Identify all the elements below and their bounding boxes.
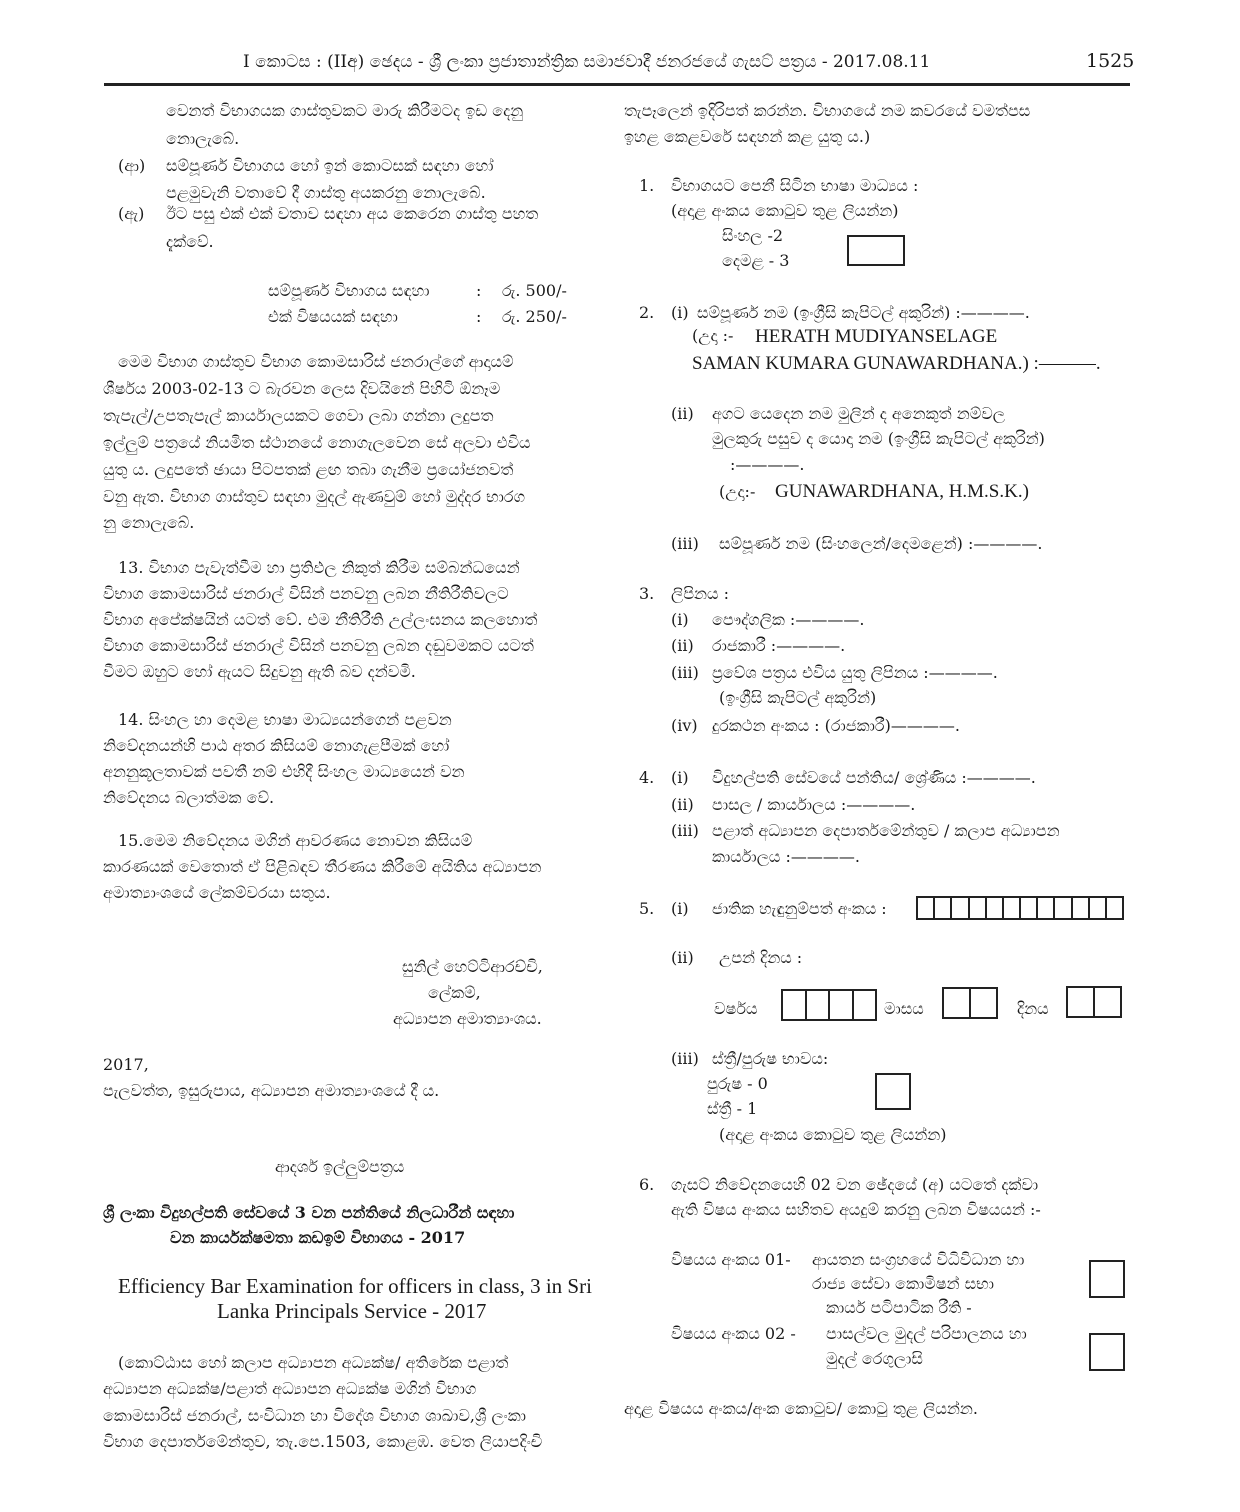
- left-p1-line1: වෙනත් විභාගයක ගාස්තුවකට මාරු කිරීමටද ඉඩ දෙනු: [166, 101, 524, 120]
- fee-para-line4: ඉල්ලුම් පත්‍රයේ නියමිත ස්ථානයේ නොගැලවෙන සේ අලවා එවිය: [103, 433, 531, 452]
- left-p1-line2: නොලැබේ.: [166, 129, 240, 148]
- q4-i-text: විදුහල්පති සේවයේ පන්තිය/ ශ්‍රේණිය :————.: [712, 768, 1036, 787]
- q5-number: 5.: [639, 899, 655, 918]
- exam-title-si-line1: ශ්‍රී ලංකා විදුහල්පති සේවයේ 3 වන පන්තියේ නිලධාරීන් සඳහා: [103, 1203, 515, 1222]
- q2-ii-marker: (ii): [671, 404, 694, 423]
- month-box[interactable]: [944, 989, 971, 1017]
- gender-box[interactable]: [875, 1073, 911, 1110]
- q1-note: (අදාළ අංකය කොටුව තුළ ලියන්න): [671, 201, 899, 220]
- para14-line1: 14. සිංහල හා දෙමළ භාෂා මාධ්‍යයන්ගෙන් පළවන: [118, 710, 452, 729]
- fee-subject-label: එක් විෂයයක් සඳහා: [268, 307, 398, 326]
- subject2-label: විෂයය අංකය 02 -: [671, 1324, 796, 1343]
- dob-month-label: මාසය: [884, 999, 924, 1018]
- q4-number: 4.: [639, 768, 655, 787]
- left-p3-line1: ඊට පසු එක් එක් වතාව සඳහා අය කෙරෙන ගාස්තු පහත: [166, 204, 539, 223]
- q3-iii-marker: (iii): [671, 663, 699, 682]
- subject1-box[interactable]: [1089, 1260, 1125, 1298]
- para13-line2: විභාග කොමසාරිස් ජනරාල් විසින් පනවනු ලබන නීතිරීතිවලට: [103, 584, 509, 603]
- dob-day-boxes[interactable]: [1066, 986, 1122, 1018]
- para13-line5: වීමට ඔහුට හෝ ඇයට සිදුවනු ඇති බව දන්වමි.: [103, 662, 416, 681]
- q5-gender-note: (අදාළ අංකය කොටුව තුළ ලියන්න): [719, 1125, 947, 1144]
- exam-title-en-line1: Efficiency Bar Examination for officers in class, 3 in Sri: [118, 1274, 592, 1298]
- dob-year-label: වර්ෂය: [714, 999, 758, 1018]
- q5-i-marker: (i): [671, 899, 689, 918]
- nic-box[interactable]: [952, 898, 969, 918]
- q3-ii-text: රාජකාරී :————.: [712, 636, 846, 655]
- subject1-line3: කාර්ය පටිපාටික රීති -: [826, 1298, 972, 1317]
- signature-title: ලේකම්,: [428, 983, 481, 1002]
- dob-day-label: දිනය: [1017, 999, 1049, 1018]
- subject2-line2: මුදල් රෙගුලාසි: [826, 1349, 923, 1368]
- day-box[interactable]: [1068, 988, 1095, 1016]
- left-p2-marker: (ආ): [118, 156, 146, 175]
- q5-iii-marker: (iii): [671, 1049, 699, 1068]
- nic-box[interactable]: [970, 898, 987, 918]
- q2-i-marker: (i): [671, 303, 689, 322]
- q3-iii-sub: (ඉංග්‍රීසි කැපිටල් අකුරින්): [719, 688, 877, 707]
- subject2-box[interactable]: [1089, 1333, 1125, 1371]
- q4-iii-text1: පළාත් අධ්‍යාපන දෙපාර්තමේන්තුව / කලාප අධ්‍යාපන: [712, 821, 1060, 840]
- nic-box[interactable]: [1107, 898, 1122, 918]
- fee-para-line3: තැපැල්/උපතැපැල් කාර්යාලයකට ගෙවා ලබා ගන්නා ලදුපත: [103, 406, 494, 425]
- signature-name: සුනිල් හෙට්ටිආරච්චි,: [402, 957, 543, 976]
- q6-text1: ගැසට් නිවේදනයෙහි 02 වන ඡේදයේ (අ) යටතේ දක්වා: [671, 1175, 1039, 1194]
- q4-iii-marker: (iii): [671, 821, 699, 840]
- q2-ii-text3: :————.: [730, 455, 805, 474]
- q1-option-tamil: දෙමළ - 3: [722, 251, 790, 270]
- q4-i-marker: (i): [671, 768, 689, 787]
- q3-iii-text: ප්‍රවේශ පත්‍රය එවිය යුතු ලිපිනය :————.: [712, 663, 998, 682]
- q6-number: 6.: [639, 1175, 655, 1194]
- nic-box[interactable]: [1038, 898, 1055, 918]
- q3-ii-marker: (ii): [671, 636, 694, 655]
- fee-para-line6: වනු ඇත. විභාග ගාස්තුව සඳහා මුදල් ඇණවුම් හෝ මුද්දර භාරග: [103, 487, 526, 506]
- nic-box[interactable]: [935, 898, 952, 918]
- bottom-para-line3: කොමසාරිස් ජනරාල්, සංවිධාන හා විදේශ විභාග ශාඛාව,ශ්‍රී ලංකා: [103, 1406, 526, 1425]
- nic-box[interactable]: [1021, 898, 1038, 918]
- right-intro-line2: ඉහළ කෙළවරේ සඳහන් කළ යුතු ය.): [624, 127, 871, 146]
- q3-i-text: පෞද්ගලික :————.: [712, 610, 865, 629]
- year-box[interactable]: [830, 991, 854, 1019]
- q2-ii-example-prefix: (උදා:-: [719, 482, 756, 501]
- q2-i-text: සම්පූර්ණ නම (ඉංග්‍රීසි කැපිටල් අකුරින්) :————.: [697, 303, 1030, 322]
- closing-instruction: අදාළ විෂයය අංකය/අංක කොටුව/ කොටු තුළ ලියන්න.: [624, 1399, 978, 1418]
- year-box[interactable]: [807, 991, 831, 1019]
- q5-option-female: ස්ත්‍රී - 1: [707, 1099, 758, 1118]
- nic-number-boxes[interactable]: [916, 896, 1124, 920]
- left-p3-marker: (ඇ): [118, 204, 145, 223]
- bottom-para-line4: විභාග දෙපාර්තමේන්තුව, තැ.පෙ.1503, කොළඹ. වෙත ලියාපදිංචි: [103, 1432, 543, 1451]
- subject1-line2: රාජ්‍ය සේවා කොමිෂන් සභා: [812, 1274, 994, 1293]
- para14-line4: නිවේදනය බලාත්මක වේ.: [103, 788, 275, 807]
- model-application-title: ආදර්ශ ඉල්ලුම්පත්‍රය: [275, 1157, 405, 1176]
- para14-line3: අනනුකූලතාවක් පවතී නම් එහිදී සිංහල මාධ්‍යයෙන් වන: [103, 762, 465, 781]
- q1-title: විභාගයට පෙනී සිටින භාෂා මාධ්‍යය :: [671, 176, 919, 195]
- para14-line2: නිවේදනයන්හි පාඨ අතර කිසියම් නොගැළපීමක් හෝ: [103, 736, 450, 755]
- q2-i-example-prefix: (උදා :-: [692, 326, 734, 345]
- q1-number: 1.: [639, 176, 655, 195]
- para13-line3: විභාග අපේක්ෂයින් යටත් වේ. එම නීතිරීති උල්ලංඝනය කලහොත්: [103, 610, 538, 629]
- q2-i-example-line1: HERATH MUDIYANSELAGE: [755, 326, 998, 347]
- q3-number: 3.: [639, 584, 655, 603]
- nic-box[interactable]: [1073, 898, 1090, 918]
- bottom-para-line1: (කොට්ඨාස හෝ කලාප අධ්‍යාපන අධ්‍යක්ෂ/ අතිරේක පළාත්: [118, 1353, 509, 1372]
- page-number: 1525: [1086, 50, 1135, 72]
- fee-para-line5: යුතු ය. ලදුපතේ ඡායා පිටපතක් ළඟ තබා ගැනීම ප්‍රයෝජනවත්: [103, 460, 514, 479]
- q4-iii-text2: කාර්යාලය :————.: [712, 847, 860, 866]
- fee-full-label: සම්පූර්ණ විභාගය සඳහා: [268, 281, 430, 300]
- fee-full-sep: :: [476, 281, 482, 300]
- right-intro-line1: තැපෑලෙන් ඉදිරිපත් කරන්න. විභාගයේ නම කවරයේ වමත්පස: [624, 101, 1031, 120]
- q2-ii-text1: අගට යෙදෙන නම මුලින් ද අනෙකුත් නම්වල: [712, 404, 1005, 423]
- para15-line3: අමාත්‍යාංශයේ ලේකම්වරයා සතුය.: [103, 883, 331, 902]
- q2-i-example-line2: SAMAN KUMARA GUNAWARDHANA.) :———.: [692, 353, 1101, 374]
- dob-month-boxes[interactable]: [942, 987, 998, 1019]
- month-box[interactable]: [971, 989, 996, 1017]
- q3-i-marker: (i): [671, 610, 689, 629]
- para13-line1: 13. විභාග පැවැත්වීම හා ප්‍රතිඵල නිකුත් කිරීම සම්බන්ධයෙන්: [118, 558, 520, 577]
- fee-para-line2: ශීර්ෂය 2003-02-13 ට බැරවන ලෙස දිවයිනේ පිහිටි ඕනෑම: [103, 379, 501, 398]
- para13-line4: විභාග කොමසාරිස් ජනරාල් විසින් පනවනු ලබන දඬුවමකට යටත්: [103, 636, 534, 655]
- q2-iii-text: සම්පූර්ණ නම (සිංහලෙන්/දෙමළෙන්) :————.: [719, 534, 1043, 553]
- q2-iii-marker: (iii): [671, 534, 699, 553]
- para15-line1: 15.මෙම නිවේදනය මගින් ආවරණය නොවන කිසියම්: [118, 831, 473, 850]
- nic-box[interactable]: [1004, 898, 1021, 918]
- fee-subject-sep: :: [476, 307, 482, 326]
- nic-box[interactable]: [918, 898, 935, 918]
- q5-option-male: පුරුෂ - 0: [707, 1074, 768, 1093]
- exam-title-en-line2: Lanka Principals Service - 2017: [217, 1299, 487, 1323]
- para15-line2: කාරණයක් වෙතොත් ඒ පිළිබඳව තීරණය කිරීමේ අයිතිය අධ්‍යාපන: [103, 857, 542, 876]
- subject1-label: විෂයය අංකය 01-: [671, 1250, 791, 1269]
- fee-para-line7: නු නොලැබේ.: [103, 513, 195, 532]
- left-p3-line2: දැක්වේ.: [166, 232, 214, 251]
- q2-number: 2.: [639, 303, 655, 322]
- subject1-line1: ආයතන සංග්‍රහයේ විධිවිධාන හා: [812, 1250, 1025, 1269]
- signature-ministry: අධ්‍යාපන අමාත්‍යාංශය.: [393, 1009, 542, 1028]
- exam-title-si-line2: වන කාර්යක්ෂමතා කඩඉම් විභාගය - 2017: [170, 1228, 466, 1247]
- bottom-para-line2: අධ්‍යාපන අධ්‍යක්ෂ/පළාත් අධ්‍යාපන අධ්‍යක්ෂ මගින් විභාග: [103, 1379, 477, 1398]
- q3-title: ලිපිනය :: [671, 584, 730, 603]
- header-rule: [104, 83, 1130, 86]
- q6-text2: ඇති විෂය අංකය සහිතව අයදුම් කරනු ලබන විෂයයන් :-: [671, 1200, 1041, 1219]
- q1-medium-box[interactable]: [847, 235, 905, 266]
- year-box[interactable]: [854, 991, 876, 1019]
- dob-year-boxes[interactable]: [781, 989, 877, 1021]
- nic-box[interactable]: [987, 898, 1004, 918]
- date-line: 2017,: [103, 1055, 149, 1074]
- day-box[interactable]: [1095, 988, 1120, 1016]
- nic-box[interactable]: [1090, 898, 1107, 918]
- place-line: පැලවත්ත, ඉසුරුපාය, අධ්‍යාපන අමාත්‍යාංශයේ දී ය.: [103, 1081, 440, 1100]
- q5-ii-marker: (ii): [671, 948, 694, 967]
- q5-ii-text: උපන් දිනය :: [719, 948, 803, 967]
- nic-box[interactable]: [1055, 898, 1072, 918]
- subject2-line1: පාසල්වල මුදල් පරිපාලනය හා: [826, 1324, 1027, 1343]
- year-box[interactable]: [783, 991, 807, 1019]
- q3-iv-text: දුරකථන අංකය : (රාජකාරී)————.: [712, 716, 960, 735]
- q2-ii-text2: මුලකුරු පසුව ද යොදා නම (ඉංග්‍රීසි කැපිටල් අකුරින්): [712, 429, 1045, 448]
- q4-ii-text: පාසල / කාර්යාලය :————.: [712, 795, 916, 814]
- q5-iii-text: ස්ත්‍රී/පුරුෂ භාවය:: [712, 1049, 829, 1068]
- q3-iv-marker: (iv): [671, 716, 698, 735]
- fee-full-value: රු. 500/-: [502, 281, 567, 300]
- left-p2-line1: සම්පූර්ණ විභාගය හෝ ඉන් කොටසක් සඳහා හෝ: [166, 156, 494, 175]
- left-p2-line2: පළමුවැනි වතාවේ දී ගාස්තු අයකරනු නොලැබේ.: [166, 183, 486, 202]
- q5-i-text: ජාතික හැඳුනුම්පත් අංකය :: [712, 899, 887, 918]
- fee-subject-value: රු. 250/-: [502, 307, 567, 326]
- q4-ii-marker: (ii): [671, 795, 694, 814]
- q1-option-sinhala: සිංහල -2: [722, 226, 784, 245]
- gazette-header-title: I කොටස : (IIඅ) ඡෙදය - ශ්‍රී ලංකා ප්‍රජාතාන්ත්‍රික සමාජවාදී ජනරජයේ ගැසට් පත්‍රය - 2017.08.11: [243, 52, 931, 72]
- q2-ii-example: GUNAWARDHANA, H.M.S.K.): [775, 481, 1029, 502]
- fee-para-line1: මෙම විභාග ගාස්තුව විභාග කොමසාරිස් ජනරාල්ගේ ආදායම්: [118, 352, 514, 371]
